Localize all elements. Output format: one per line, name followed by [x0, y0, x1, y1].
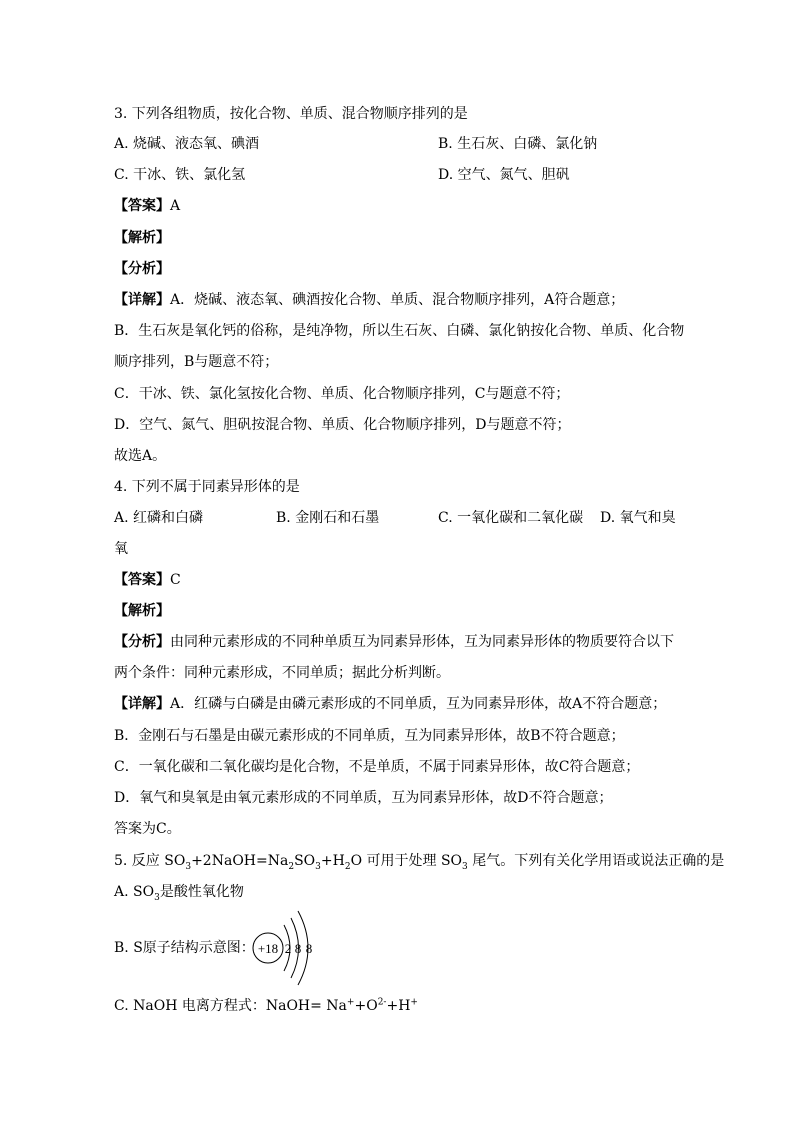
detail-text: A．红磷与白磷是由磷元素形成的不同单质，互为同素异形体，故A不符合题意；	[170, 696, 667, 712]
sulfur-atom-structure-diagram	[248, 903, 338, 993]
nucleus-charge: +18	[257, 941, 279, 956]
q3-answer	[114, 196, 180, 216]
eq-part: SO	[294, 853, 316, 869]
opt-text: A. SO	[114, 884, 155, 900]
q4-fenxi-line-1	[114, 632, 674, 652]
q3-jiexi-tag: 【解析】	[114, 230, 170, 246]
q5-option-a	[114, 882, 244, 902]
opt-sub: 3	[154, 892, 160, 903]
detail-text: A．烧碱、液态氧、碘酒按化合物、单质、混合物顺序排列，A符合题意；	[170, 292, 625, 308]
q5-stem	[114, 851, 724, 871]
eq-part: +2NaOH=Na	[191, 853, 289, 869]
eq-sub: 3	[185, 861, 192, 872]
q4-option-a: A. 红磷和白磷	[114, 510, 204, 526]
q3-detail-line-5: D．空气、氮气、胆矾按混合物、单质、化合物顺序排列，D与题意不符；	[114, 417, 571, 433]
q3-detail-line-3: 顺序排列，B与题意不符；	[114, 354, 279, 370]
q5-option-b-label: B. S原子结构示意图：	[114, 940, 255, 956]
shell-electron-count-2: 8	[294, 941, 302, 956]
fenxi-tag: 【分析】	[114, 634, 170, 650]
answer-tag: 【答案】	[114, 198, 170, 214]
q4-fenxi-line-2: 两个条件：同种元素形成，不同单质；据此分析判断。	[114, 665, 450, 681]
q3-conclusion: 故选A。	[114, 448, 167, 464]
q4-answer	[114, 570, 181, 590]
q4-detail-line-2: B．金刚石与石墨是由碳元素形成的不同单质，互为同素异形体，故B不符合题意；	[114, 728, 625, 744]
q3-fenxi-tag: 【分析】	[114, 261, 170, 277]
opt-sup: +	[346, 997, 355, 1008]
eq-part: SO	[164, 853, 186, 869]
shell-electron-count-1: 2	[284, 941, 292, 956]
q3-stem: 3. 下列各组物质，按化合物、单质、混合物顺序排列的是	[114, 106, 468, 122]
opt-sup: +	[410, 997, 418, 1008]
q4-detail-line-3: C．一氧化碳和二氧化碳均是化合物，不是单质，不属于同素异形体，故C符合题意；	[114, 759, 640, 775]
answer-value: A	[170, 198, 181, 214]
q5-stem-post: 可用于处理 SO	[362, 853, 463, 869]
q5-stem-tail: 尾气。下列有关化学用语或说法正确的是	[467, 853, 725, 869]
q4-option-b: B. 金刚石和石墨	[276, 510, 380, 526]
q4-option-d-cont: 氧	[114, 541, 128, 557]
detail-tag: 【详解】	[114, 292, 170, 308]
eq-sub: 2	[288, 861, 295, 872]
q3-option-d: D. 空气、氮气、胆矾	[438, 167, 570, 183]
q4-stem: 4. 下列不属于同素异形体的是	[114, 479, 300, 495]
eq-part: +H	[320, 853, 345, 869]
eq-sub: 3	[315, 861, 321, 872]
q3-option-b: B. 生石灰、白磷、氯化钠	[438, 136, 598, 152]
q3-detail-line-1	[114, 290, 624, 310]
q3-option-a: A. 烧碱、液态氧、碘酒	[114, 136, 260, 152]
eq-sub: 2	[344, 861, 351, 872]
q5-equation	[164, 853, 363, 872]
q4-conclusion: 答案为C。	[114, 821, 181, 837]
q4-option-d: D. 氧气和臭	[600, 510, 676, 526]
q4-option-c: C. 一氧化碳和二氧化碳	[438, 510, 584, 526]
opt-text: +O	[354, 998, 378, 1014]
eq-part: O	[350, 853, 363, 869]
opt-text: 是酸性氧化物	[159, 884, 244, 900]
q5-option-c	[114, 996, 418, 1016]
q4-detail-line-4: D．氧气和臭氧是由氧元素形成的不同单质，互为同素异形体，故D不符合题意；	[114, 790, 613, 806]
answer-value: C	[170, 572, 181, 588]
q4-detail-line-1	[114, 694, 666, 714]
q5-stem-pre: 5. 反应	[114, 853, 165, 869]
q4-jiexi-tag: 【解析】	[114, 603, 170, 619]
q3-detail-line-2: B．生石灰是氧化钙的俗称，是纯净物，所以生石灰、白磷、氯化钠按化合物、单质、化合物	[114, 323, 685, 339]
q3-detail-line-4: C．干冰、铁、氯化氢按化合物、单质、化合物顺序排列，C与题意不符；	[114, 386, 570, 402]
shell-electron-count-3: 8	[305, 941, 313, 956]
fenxi-text: 由同种元素形成的不同种单质互为同素异形体，互为同素异形体的物质要符合以下	[170, 634, 674, 650]
opt-text: +H	[386, 998, 411, 1014]
opt-sup: 2-	[377, 997, 387, 1008]
q5-stem-sub: 3	[462, 861, 468, 872]
q3-option-c: C. 干冰、铁、氯化氢	[114, 167, 246, 183]
detail-tag: 【详解】	[114, 696, 170, 712]
answer-tag: 【答案】	[114, 572, 170, 588]
opt-text: C. NaOH 电离方程式：NaOH= Na	[114, 998, 347, 1014]
